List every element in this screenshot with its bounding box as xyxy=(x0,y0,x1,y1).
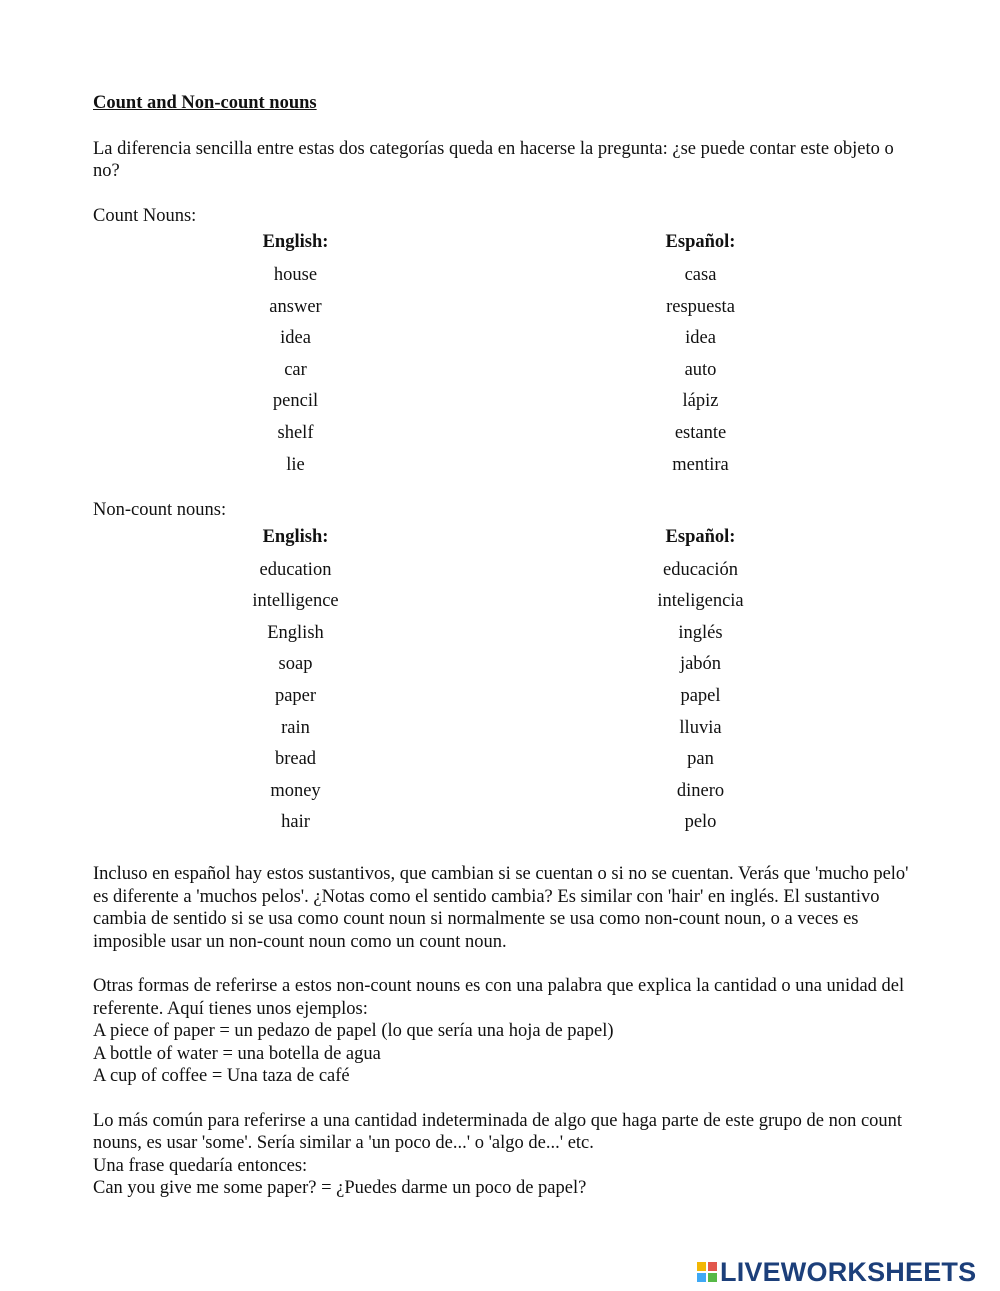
units-paragraph xyxy=(93,975,913,1088)
noncount-row-es: pan xyxy=(687,749,714,770)
noncount-row-en: English xyxy=(267,622,324,643)
logo-block xyxy=(708,1262,717,1271)
example-line: A bottle of water = una botella de agua xyxy=(93,1043,381,1064)
intro-paragraph: La diferencia sencilla entre estas dos categorías queda en hacerse la pregunta: ¿se puede contar este objeto o no? xyxy=(93,138,894,181)
noncount-nouns-label: Non-count nouns: xyxy=(93,500,227,521)
some-lead: Una frase quedaría entonces: xyxy=(93,1155,308,1176)
liveworksheets-logo xyxy=(697,1256,976,1288)
count-row-es: mentira xyxy=(672,454,729,475)
page-title: Count and Non-count nouns xyxy=(93,93,317,113)
some-example: Can you give me some paper? = ¿Puedes darme un poco de papel? xyxy=(93,1178,587,1198)
count-row-en: answer xyxy=(269,296,322,317)
noncount-row-en: money xyxy=(270,780,321,801)
noncount-row-en: soap xyxy=(278,654,313,675)
count-header-english: English: xyxy=(262,232,329,252)
noncount-header-english: English: xyxy=(262,526,329,547)
noncount-row-en: bread xyxy=(274,749,317,770)
count-row-es: idea xyxy=(685,328,716,349)
noncount-nouns-table xyxy=(93,526,913,839)
noncount-row-en: intelligence xyxy=(252,591,339,612)
count-row-en: shelf xyxy=(277,422,314,443)
logo-text: LIVEWORKSHEETS xyxy=(720,1256,977,1287)
count-row-en: lie xyxy=(286,454,305,475)
noncount-row-en: education xyxy=(259,559,332,580)
count-header-spanish: Español: xyxy=(665,232,736,252)
worksheet-page xyxy=(93,92,913,1200)
noncount-row-en: hair xyxy=(281,812,310,833)
count-row-en: car xyxy=(284,359,307,380)
noncount-row-es: papel xyxy=(680,686,721,707)
logo-blocks-icon xyxy=(697,1262,717,1282)
count-row-es: lápiz xyxy=(682,391,719,412)
count-row-es: respuesta xyxy=(666,296,735,317)
count-row-en: house xyxy=(273,265,318,285)
noncount-row-es: dinero xyxy=(676,780,725,801)
noncount-row-es: educación xyxy=(663,559,738,580)
logo-block xyxy=(697,1262,706,1271)
logo-block xyxy=(708,1273,717,1282)
noncount-row-en: rain xyxy=(281,717,310,738)
example-line: A cup of coffee = Una taza de café xyxy=(93,1066,350,1086)
count-nouns-table xyxy=(93,231,913,481)
count-row-es: casa xyxy=(684,265,717,285)
noncount-row-es: inteligencia xyxy=(657,591,744,612)
noncount-row-es: jabón xyxy=(679,654,722,675)
count-row-es: estante xyxy=(674,422,727,443)
noncount-row-en: paper xyxy=(274,686,317,707)
some-explanation: Lo más común para referirse a una cantidad indeterminada de algo que haga parte de este grupo de non count nouns, es usar 'some'. Sería similar a 'un poco de...' o 'algo de...' etc. xyxy=(93,1110,903,1153)
count-row-en: pencil xyxy=(272,391,319,412)
logo-block xyxy=(697,1273,706,1282)
count-nouns-label: Count Nouns: xyxy=(93,205,197,226)
noncount-header-spanish: Español: xyxy=(665,526,736,547)
explanation-paragraph: Incluso en español hay estos sustantivos, que cambian si se cuentan o si no se cuentan. Verás que 'mucho pelo' es diferente a 'muchos pelos'. ¿Notas como el sentido cambia? Es similar con 'hair' en inglés. El sustantivo cambia de sentido si se usa como count noun si normalmente se usa como non-count noun, o a veces es imposible usar un non-count noun como un count noun. xyxy=(93,864,909,952)
count-row-en: idea xyxy=(280,328,311,349)
noncount-row-es: lluvia xyxy=(679,717,722,738)
noncount-row-es: pelo xyxy=(684,812,717,833)
noncount-row-es: inglés xyxy=(678,622,723,643)
count-row-es: auto xyxy=(684,359,717,380)
some-paragraph xyxy=(93,1110,913,1200)
units-intro: Otras formas de referirse a estos non-count nouns es con una palabra que explica la cantidad o una unidad del referente. Aquí tienes unos ejemplos: xyxy=(93,976,905,1019)
example-line: A piece of paper = un pedazo de papel (lo que sería una hoja de papel) xyxy=(93,1021,614,1041)
